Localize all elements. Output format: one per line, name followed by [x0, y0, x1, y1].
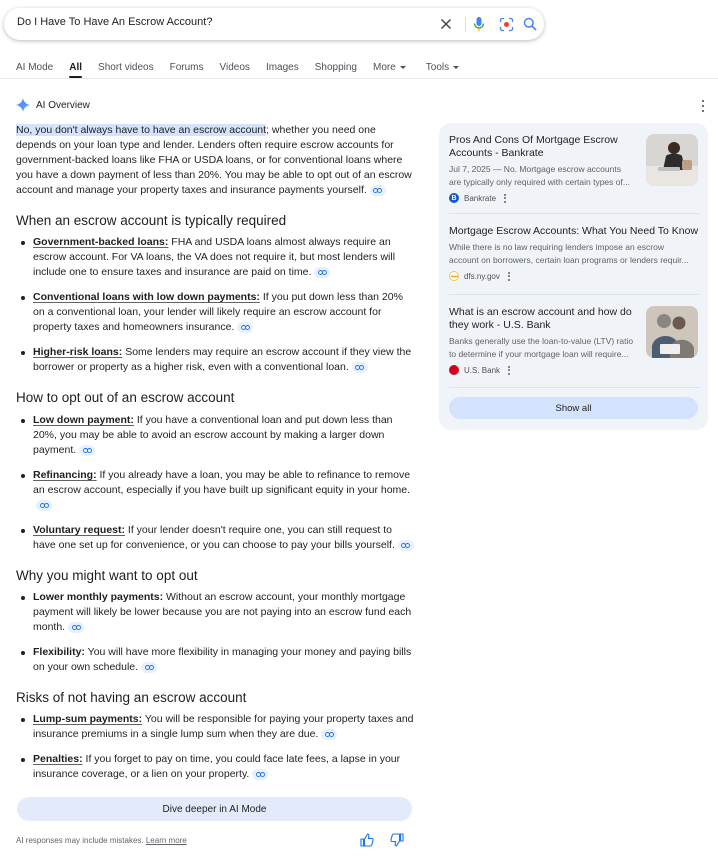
source-divider: [449, 294, 699, 295]
thumbs-down-icon[interactable]: [390, 833, 406, 849]
tab-tools-label: Tools: [425, 61, 450, 73]
source-snippet: [449, 254, 699, 267]
more-options-icon[interactable]: [700, 100, 706, 112]
source-thumbnail[interactable]: [646, 306, 698, 358]
show-all-button[interactable]: Show all: [449, 397, 698, 419]
source-title[interactable]: Mortgage Escrow Accounts: What You Need To Know: [449, 225, 699, 237]
tab-tools[interactable]: [426, 59, 459, 75]
tabs-divider: [0, 78, 718, 79]
list-item: [16, 345, 416, 375]
snippet-line: Jul 7, 2025 — No. Mortgage escrow accounts: [449, 164, 621, 174]
link-icon[interactable]: [352, 362, 368, 373]
tab-videos[interactable]: Videos: [219, 61, 250, 73]
ai-overview-title: AI Overview: [36, 99, 90, 111]
list-term: Lower monthly payments:: [33, 591, 164, 603]
list-item: [16, 590, 416, 635]
list-text: You will have more flexibility in managing your money and paying bills on your own schedule.: [33, 646, 412, 673]
learn-more-link[interactable]: Learn more: [145, 836, 187, 845]
link-icon[interactable]: [141, 662, 157, 673]
list-item: [16, 712, 416, 742]
section-heading: When an escrow account is typically required: [16, 213, 287, 228]
source-thumbnail[interactable]: [646, 134, 698, 186]
list-term: Lump-sum payments:: [33, 713, 143, 725]
couple-with-documents-image: [646, 306, 698, 358]
list-text: If you forget to pay on time, you could face late fees, a lapse in your insurance coverage, or a lien on your property.: [33, 753, 401, 780]
search-bar[interactable]: [4, 8, 544, 40]
more-options-icon[interactable]: [508, 272, 510, 281]
gemini-sparkle-icon: [16, 98, 30, 112]
link-icon[interactable]: [237, 322, 253, 333]
source-site: [449, 365, 639, 375]
source-site: [449, 193, 639, 203]
list-term: Low down payment:: [33, 414, 134, 426]
intro-text: ; whether you need one depends on your loan type and lender. Lenders often require escrow accounts for government-backed loans like FHA or USDA loans, or for conventional loans where you have a down payment of less than 20%. You may be able to opt out of an escrow account and manage your property taxes and insurance payments yourself.: [16, 124, 412, 196]
dive-deeper-button[interactable]: Dive deeper in AI Mode: [17, 797, 412, 821]
source-snippet: [449, 348, 639, 361]
more-options-icon[interactable]: [504, 194, 506, 203]
snippet-line: to determine if your mortgage loan will require...: [449, 348, 629, 359]
snippet-line: While there is no law requiring lenders impose an escrow: [449, 242, 664, 252]
microphone-icon[interactable]: [471, 16, 487, 32]
camera-lens-icon[interactable]: [498, 16, 514, 32]
section-list: [16, 413, 416, 553]
snippet-line: account on borrowers, certain loan programs or lenders requir...: [449, 254, 689, 265]
ai-disclaimer: [16, 836, 187, 845]
source-snippet: [449, 176, 639, 189]
list-item: [16, 235, 416, 280]
link-icon[interactable]: [398, 540, 414, 551]
list-text: Some lenders may require an escrow account if they view the borrower or property as a higher risk, even with a conventional loan.: [33, 346, 412, 373]
list-item: [16, 645, 416, 675]
tab-forums[interactable]: Forums: [169, 61, 204, 73]
search-tabs: [16, 59, 475, 75]
sources-panel: [439, 123, 708, 430]
bankrate-favicon-icon: B: [449, 193, 459, 203]
section-heading: How to opt out of an escrow account: [16, 390, 235, 405]
search-divider: [465, 17, 466, 32]
site-name: Bankrate: [464, 193, 497, 203]
source-card[interactable]: [449, 225, 699, 281]
tab-all[interactable]: All: [69, 59, 82, 75]
intro-paragraph: [16, 123, 416, 198]
list-term: Penalties:: [33, 753, 83, 765]
section-heading: Risks of not having an escrow account: [16, 690, 247, 705]
link-icon[interactable]: [252, 769, 268, 780]
more-options-icon[interactable]: [508, 366, 510, 375]
source-card[interactable]: [449, 306, 639, 375]
link-icon[interactable]: [314, 267, 330, 278]
ny-state-favicon-icon: [449, 271, 459, 281]
tab-short-videos[interactable]: Short videos: [98, 61, 154, 73]
snippet-line: Banks generally use the loan-to-value (LTV) ratio: [449, 336, 634, 346]
person-at-laptop-image: [646, 134, 698, 186]
search-input[interactable]: Do I Have To Have An Escrow Account?: [17, 16, 213, 28]
link-icon[interactable]: [321, 729, 337, 740]
link-icon[interactable]: [370, 185, 386, 196]
snippet-line: are typically only required with certain types of...: [449, 176, 630, 187]
list-term: Government-backed loans:: [33, 236, 169, 248]
section-list: [16, 235, 416, 375]
source-title[interactable]: What is an escrow account and how do they work - U.S. Bank: [449, 306, 632, 331]
caret-down-icon: [400, 66, 406, 69]
list-text: You will be responsible for paying your property taxes and insurance premiums in a single lump sum when they are due.: [33, 713, 414, 740]
list-text: If your lender doesn't require one, you can still request to have one set up for convenience, or you can choose to pay your bills yourself.: [33, 524, 395, 551]
source-divider: [449, 387, 699, 388]
list-term: Voluntary request:: [33, 524, 125, 536]
list-item: [16, 752, 416, 782]
usbank-favicon-icon: [449, 365, 459, 375]
source-snippet: [449, 241, 699, 254]
list-term: Conventional loans with low down payments:: [33, 291, 260, 303]
list-text: If you already have a loan, you may be able to refinance to remove an escrow account, especially if you have built up significant equity in your home.: [33, 469, 411, 496]
list-item: [16, 523, 416, 553]
source-title[interactable]: Pros And Cons Of Mortgage Escrow Accounts - Bankrate: [449, 134, 618, 159]
tab-more[interactable]: [373, 59, 406, 75]
section-list: [16, 712, 416, 782]
source-snippet: [449, 163, 639, 176]
disclaimer-text: AI responses may include mistakes.: [16, 836, 144, 845]
thumbs-up-icon[interactable]: [360, 833, 376, 849]
intro-highlight: No, you don't always have to have an escrow account: [16, 124, 267, 136]
list-text: If you put down less than 20% on a conventional loan, your lender will likely require an escrow account for property taxes and homeowners insurance.: [33, 291, 403, 333]
search-icon[interactable]: [522, 16, 538, 32]
link-icon[interactable]: [36, 500, 52, 511]
source-snippet: [449, 335, 639, 348]
link-icon[interactable]: [79, 445, 95, 456]
list-term: Higher-risk loans:: [33, 346, 123, 358]
list-term: Flexibility:: [33, 646, 85, 658]
tab-shopping[interactable]: Shopping: [314, 61, 357, 73]
list-text: If you have a conventional loan and put down less than 20%, you may be able to avoid an escrow account by making a larger down payment.: [33, 414, 393, 456]
list-term: Refinancing:: [33, 469, 97, 481]
source-site: [449, 271, 699, 281]
clear-icon[interactable]: [438, 16, 454, 32]
list-item: [16, 413, 416, 458]
list-item: [16, 290, 416, 335]
site-name: dfs.ny.gov: [464, 271, 500, 281]
site-name: U.S. Bank: [464, 365, 501, 375]
source-card[interactable]: [449, 134, 639, 203]
list-text: Without an escrow account, your monthly mortgage payment will likely be lower because you are not paying into an escrow fund each month.: [33, 591, 412, 633]
ai-overview-header: [16, 98, 90, 112]
list-text: FHA and USDA loans almost always require an escrow account. For VA loans, the VA does not require it, but most lenders will include one to ensure taxes and insurance are paid on time.: [33, 236, 396, 278]
tab-more-label: More: [373, 61, 396, 73]
link-icon[interactable]: [68, 622, 84, 633]
tab-images[interactable]: Images: [265, 61, 299, 73]
list-item: [16, 468, 416, 513]
caret-down-icon: [453, 66, 459, 69]
source-divider: [449, 213, 699, 214]
section-heading: Why you might want to opt out: [16, 568, 198, 583]
section-list: [16, 590, 416, 675]
tab-ai-mode[interactable]: AI Mode: [16, 61, 54, 73]
